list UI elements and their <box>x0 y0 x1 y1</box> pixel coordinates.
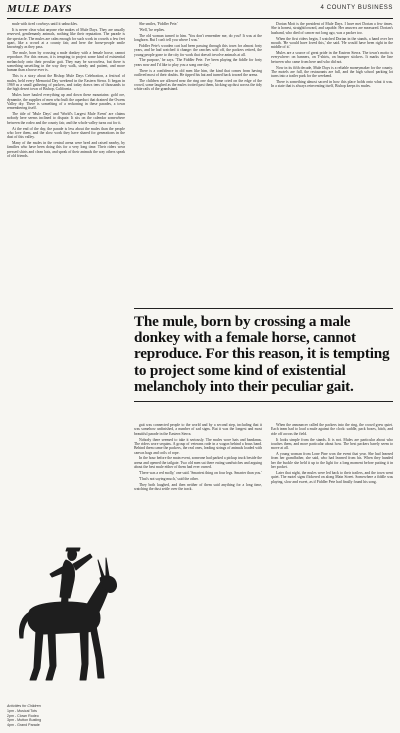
page-header <box>7 3 393 21</box>
pull-quote <box>134 308 393 402</box>
article-paragraph: Now in its fifth decade, Mule Days is a reliable moneymaker for the county. The motels are full, the restaurants are full, and the high school parking lot turns into a trailer park for the weekend. <box>271 65 393 79</box>
article-paragraph: Later that night, the mules were led back to their trailers, and the town went quiet. The motel signs flickered on along Main Street. Somewhere a fiddle was playing, slow and sweet, as if Fiddler Pete had finally found his song. <box>271 470 393 484</box>
article-paragraph: Nobody there seemed to take it seriously. The mules wore hats and bandanas. The riders wore sequins. A group of veterans rode in a wagon behind a brass band. Behind them came the packers, the real ones, leading strings of animals loaded with canvas bags and coils of rope. <box>134 437 262 455</box>
article-paragraph: gait was connected people to the world and by a second step, including that it was somehow unfinished, a number of sad signs. But it was the longest and most beautiful parade in the Eastern Sierra. <box>134 423 262 436</box>
article-paragraph: She smiles, 'Fiddler Pete.' <box>139 22 179 26</box>
article-paragraph: It is never clear what anyone else makes of Mule Days. They are usually reserved, gentlemanly animals, nothing like their reputation. The parade is the spectacle. The mules are calm enough for such work in crowds a few feet apart, like a crowd at a county fair, and here the horse-people smile knowingly as they pass. <box>7 27 125 50</box>
activities-box <box>7 704 127 727</box>
activity-item: 2pm - Clown Rodeo <box>7 713 39 718</box>
article-paragraph: It looks simple from the stands. It is not. Mules are particular about who touches them, and more particular about how. The best packers barely seem to move at all. <box>271 437 393 451</box>
article-paragraph: The mule, born by crossing a male donkey with a female horse, cannot reproduce. For this reason, it is tempting to project some kind of existential melancholy onto their peculiar gait. They may be sorrowless, but there is something unsettling in the way they walk, steady and patient, and more human than a horse ever is. <box>7 51 125 73</box>
article-paragraph: The children are allowed near the ring one day. Some cried on the edge of the crowd, some laughed as the mules trotted past them, kicking up dust across the tidy white rails of the grandstand. <box>134 78 262 92</box>
article-paragraph: There is something almost sacred in how this place holds onto what it was. In a state that is always reinventing itself, Bishop keeps its mules. <box>271 80 393 89</box>
activity-item: 1pm - Musical Tots <box>7 709 37 714</box>
article-column-3-lower <box>271 423 393 723</box>
page-label: COUNTY BUSINESS <box>326 5 393 11</box>
article-paragraph: Fiddler Pete's wooden cart had been passing through this town for almost forty years, and he had watched it change: the ranches sold off, the packers retired, the young people gone to the city for work that doesn't involve animals at all. <box>134 43 262 57</box>
activity-item: 3pm - Mutton Busting <box>7 718 42 723</box>
article-paragraph: When the announcer called the packers into the ring, the crowd grew quiet. Each team had to load a mule against the clock: saddle, pack boxes, hitch, and ride off across the field. <box>271 423 393 436</box>
pull-quote-text: The mule, born by crossing a male donkey with a female horse, cannot reproduce. For this reason, it is tempting to project some kind of existential melancholy into their peculiar gait. <box>134 313 390 395</box>
article-paragraph: Mules have hauled everything up and down these mountains: gold ore, dynamite, the supplies of men who built the aqueduct that drained the Owens Valley dry. There is something of a reckoning in these parades, a town remembering itself. <box>7 93 125 111</box>
article-paragraph: Many of the mules in the central arena were bred and raised nearby, by families who have been doing this for a very long time. Their riders wear pressed shirts and clean hats, and speak of their animals the way others speak of old friends. <box>7 141 125 159</box>
article-column-2-lower <box>134 423 262 723</box>
article-paragraph: In the hour before the main event, someone had parked a pickup truck beside the arena and opened the tailgate. Two old men sat there eating sandwiches and arguing about the best mule either of them had ever owned. <box>134 456 262 470</box>
page-folio <box>321 5 393 11</box>
article-paragraph: Dorian Mott is the president of Mule Days. I have met Dorian a few times. She is honest, straightforward, and capable. Her answers are measured. Dorian's husband, who died of cancer not long ago, was a packer too. <box>271 22 393 35</box>
article-paragraph: This is a story about the Bishop Mule Days Celebration, a festival of mules, held every Memorial Day weekend in the Eastern Sierra. It began in 1969 as a small gathering of packers, and today draws tens of thousands to the high desert town of Bishop, California. <box>7 74 125 92</box>
page-number: 4 <box>320 5 325 11</box>
article-column-3 <box>271 22 393 302</box>
article-paragraph: There is a confidence in old men like him, the kind that comes from having outlived most of their doubts. He tipped his hat and turned back toward the arena. <box>134 68 262 77</box>
article-paragraph: The title of 'Mule Days' and 'World's Largest Mule Event' are claims nobody here seems inclined to dispute. It sits on the calendar somewhere between the rodeo and the county fair, and the whole valley turns out for it. <box>7 112 125 125</box>
article-paragraph: The old woman turned to him. 'You don't remember me, do you? It was at the longhorn. But I can't tell you where I was.' <box>134 33 262 43</box>
header-rule <box>7 18 393 19</box>
activities-heading: Activities for Children <box>7 704 41 708</box>
article-paragraph: 'That's not saying much,' said the other. <box>139 476 199 481</box>
article-paragraph: Mules are a source of great pride in the Eastern Sierra. The town's motto is everywhere: on banners, on T-shirts, on bumper stickers. It marks the line between who came from here and who did not. <box>271 51 393 64</box>
mule-and-rider-illustration <box>10 540 122 690</box>
article-paragraph: 'The purpose,' he says. 'The Fiddler Pete. I've been playing the fiddle for forty years now and I'd like to play you a song one day.' <box>134 58 262 67</box>
section-slug: MULE DAYS <box>7 3 72 15</box>
article-paragraph: 'There was a red molly,' one said. 'Smartest thing on four legs. Smarter than you.' <box>139 470 262 475</box>
article-paragraph: At the end of the day, the parade is less about the mules than the people who love them, and the slow work they have shared for generations in the dust of this valley. <box>7 126 125 140</box>
mule-and-rider-icon <box>10 540 122 690</box>
article-paragraph: mule with tired cowboys until it unbuckles. <box>12 22 78 26</box>
article-paragraph: When the first riders begin, I watched Dorian in the stands, a hand over her mouth. 'He would have loved this,' she said. 'He would have been right in the middle of it.' <box>271 36 393 50</box>
activity-item: 4pm - Grand Parade <box>7 722 40 727</box>
article-paragraph: 'Well,' he replies. <box>139 27 165 32</box>
article-column-2 <box>134 22 262 302</box>
article-paragraph: A young woman from Lone Pine won the event that year. She had learned from her grandfather, she said, who had learned from his. When they handed her the buckle she held it up to the light for a long moment before putting it in her pocket. <box>271 452 393 470</box>
article-paragraph: They both laughed, and then neither of them said anything for a long time, watching the dust settle over the track. <box>134 482 262 491</box>
